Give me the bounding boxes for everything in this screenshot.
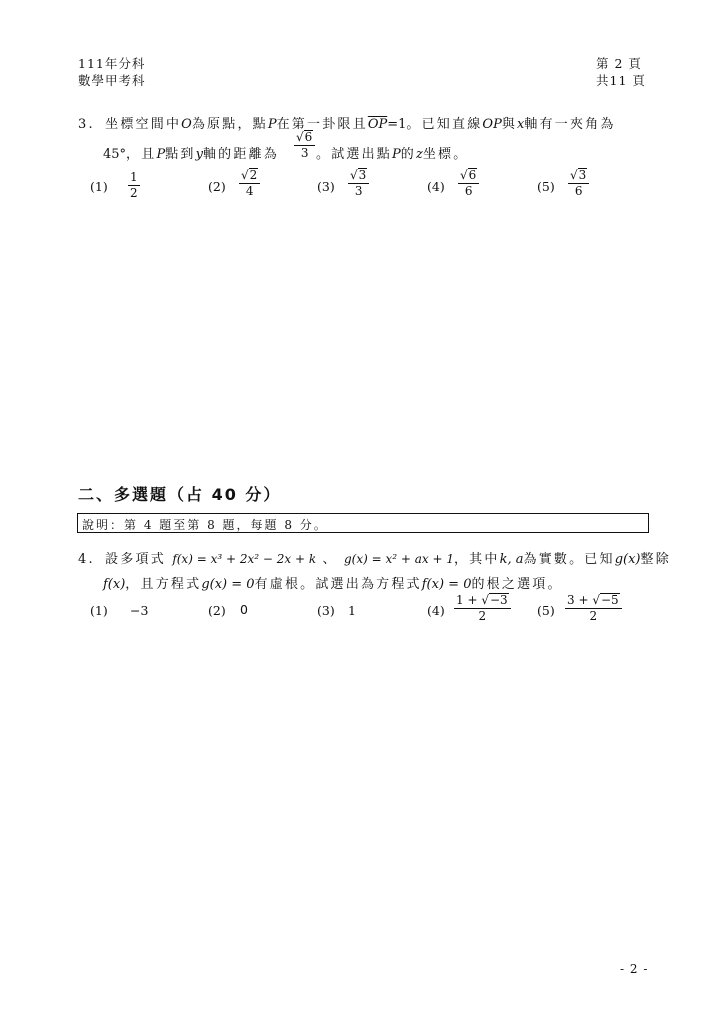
q3-text: 為原點，點	[191, 117, 268, 132]
q3-option-3-label[interactable]: (3)	[317, 179, 335, 194]
q3-option-4-num: 6	[468, 168, 477, 182]
q3-line2a	[103, 143, 279, 162]
q3-text: 點到	[165, 147, 196, 162]
q4-option-5-den: 2	[589, 609, 598, 623]
q4-option-3-label[interactable]: (3)	[317, 603, 335, 618]
q3-text: 在第一卦限且	[276, 117, 368, 132]
q4-option-1-value: −3	[130, 603, 149, 618]
q4-line2	[103, 573, 563, 592]
q3-var-p: P	[392, 147, 401, 162]
q4-text: 為實數。已知	[523, 552, 615, 567]
q3-var-p: P	[156, 147, 166, 162]
q3-var-p: P	[267, 117, 277, 132]
q3-option-3-den: 3	[354, 184, 363, 198]
q4-option-4-num-pre: 1 +	[456, 593, 482, 607]
q4-option-3-value: 1	[348, 603, 356, 618]
section-title-multiple-choice: 二、多選題（占 40 分）	[78, 485, 282, 504]
q4-vars-ka: k, a	[499, 552, 524, 567]
q4-text: ，且方程式	[125, 577, 202, 592]
q4-g-equation: g(x) = 0	[201, 577, 255, 592]
section-note: 說明：第 4 題至第 8 題，每題 8 分。	[82, 518, 328, 532]
q3-eq: =1	[387, 117, 407, 132]
q4-option-2-label[interactable]: (2)	[208, 603, 226, 618]
q3-distance-den: 3	[300, 146, 309, 160]
q3-option-4-value: $\frac{√6}{6}$	[458, 168, 479, 198]
header-exam-year: 111年分科	[78, 56, 146, 71]
q4-option-5-label[interactable]: (5)	[537, 603, 555, 618]
q3-option-5-den: 6	[574, 184, 583, 198]
q4-text: 整除	[640, 552, 671, 567]
q3-var-x: x	[517, 117, 525, 132]
q4-text: 有虛根。試選出為方程式	[254, 577, 422, 592]
q3-text: 軸有一夾角為	[524, 117, 616, 132]
q3-option-1-den: 2	[130, 186, 138, 200]
q3-text: 軸的距離為	[202, 147, 279, 162]
q4-option-2-value: 0	[240, 602, 248, 617]
header-total-pages: 共11 頁	[596, 73, 646, 88]
q3-var-z: z	[415, 147, 423, 162]
q3-option-3-num: 3	[358, 168, 367, 182]
q3-number: 3.	[78, 117, 95, 132]
q3-var-y: y	[195, 147, 203, 162]
q4-option-4-value: $\frac{1 + √-3}{2}$	[454, 593, 511, 623]
q3-text: 。已知直線	[406, 117, 483, 132]
q3-vector-op: $\overline{OP}$	[367, 117, 388, 132]
q3-text: 。試選出點	[316, 147, 393, 162]
q4-text: 設多項式	[105, 552, 166, 567]
q3-angle: 45°	[103, 147, 127, 162]
q3-text: 坐標。	[422, 147, 469, 162]
footer-page-number: - 2 -	[620, 962, 649, 976]
header-page-number: 第 2 頁	[596, 56, 642, 71]
q4-f-of-x: f(x)	[103, 577, 126, 592]
q4-f-equation: f(x) = 0	[421, 577, 472, 592]
q4-number: 4.	[78, 552, 95, 567]
q3-option-2-den: 4	[245, 184, 254, 198]
q3-text: ，且	[126, 147, 157, 162]
q3-distance-fraction: $\frac{√6}{3}$	[294, 130, 315, 160]
q4-option-4-label[interactable]: (4)	[427, 603, 445, 618]
q3-option-2-value: $\frac{√2}{4}$	[239, 168, 260, 198]
q3-var-o: O	[181, 117, 192, 132]
q4-poly-g: g(x) = x² + ax + 1	[343, 552, 454, 566]
q3-option-1-num: 1	[130, 170, 138, 184]
q4-text: 、	[322, 552, 338, 567]
q3-text: 坐標空間中	[105, 117, 182, 132]
q4-poly-f: f(x) = x³ + 2x² − 2x + k	[172, 552, 317, 566]
q3-option-5-num: 3	[578, 168, 587, 182]
section-note-box	[77, 513, 649, 533]
q3-option-1-label[interactable]: (1)	[90, 179, 108, 194]
q4-line1	[78, 548, 671, 567]
q4-text: 的根之選項。	[471, 577, 563, 592]
q4-option-1-label[interactable]: (1)	[90, 603, 108, 618]
q3-option-3-value: $\frac{√3}{3}$	[348, 168, 369, 198]
q4-option-5-value: $\frac{3 + √-5}{2}$	[565, 593, 622, 623]
q4-option-4-den: 2	[478, 609, 487, 623]
q4-g-of-x: g(x)	[614, 552, 641, 567]
q3-option-4-den: 6	[464, 184, 473, 198]
q3-option-4-label[interactable]: (4)	[427, 179, 445, 194]
q3-option-2-label[interactable]: (2)	[208, 179, 226, 194]
q3-text: 與	[501, 117, 518, 132]
q3-distance-num: 6	[304, 130, 313, 144]
q3-line2b	[316, 143, 468, 162]
q3-line-op: OP	[482, 117, 502, 132]
header-subject: 數學甲考科	[78, 73, 146, 88]
q3-option-2-num: 2	[249, 168, 258, 182]
q4-option-4-num-root: −3	[489, 593, 508, 607]
q4-option-5-num-root: −5	[600, 593, 619, 607]
q3-option-1-value	[128, 171, 140, 200]
q3-line1	[78, 113, 616, 132]
q4-option-5-num-pre: 3 +	[567, 593, 593, 607]
q4-text: ，其中	[453, 552, 500, 567]
q3-option-5-value: $\frac{√3}{6}$	[568, 168, 589, 198]
q3-text: 的	[400, 147, 416, 162]
q3-option-5-label[interactable]: (5)	[537, 179, 555, 194]
